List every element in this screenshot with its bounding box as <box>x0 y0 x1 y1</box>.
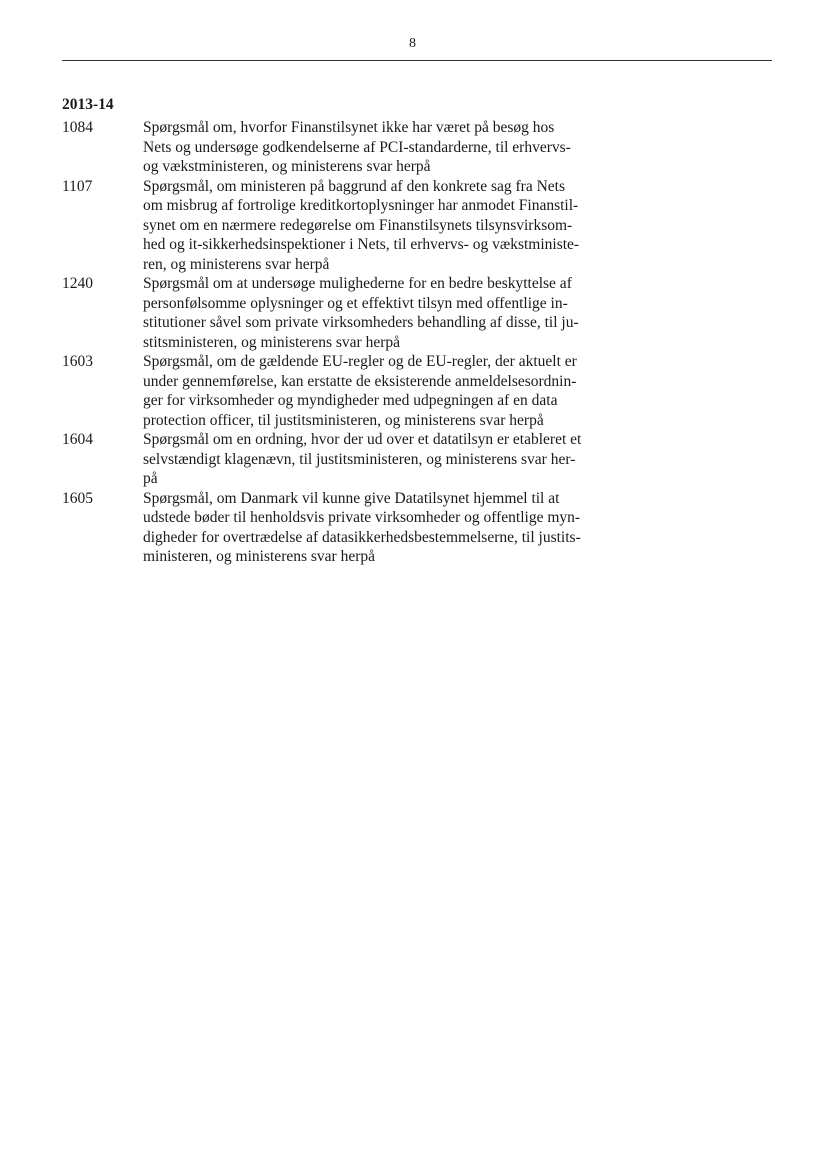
question-text-line: Spørgsmål, om Danmark vil kunne give Datatilsynet hjemmel til at <box>143 489 560 507</box>
question-entry <box>62 274 622 352</box>
question-number: 1240 <box>62 275 93 292</box>
question-text-line: Spørgsmål om en ordning, hvor der ud over et datatilsyn er etableret et <box>143 431 582 448</box>
question-text <box>143 430 622 489</box>
question-text-line: udstede bøder til henholdsvis private virksomheder og offentlige myn- <box>143 509 581 526</box>
question-text-line: ren, og ministerens svar herpå <box>143 255 330 273</box>
question-text-line: Spørgsmål om, hvorfor Finanstilsynet ikke har været på besøg hos <box>143 119 555 136</box>
question-text-line: stitutioner såvel som private virksomheders behandling af disse, til ju- <box>143 314 579 331</box>
question-entry <box>62 352 622 430</box>
question-text-line: Spørgsmål, om ministeren på baggrund af den konkrete sag fra Nets <box>143 177 565 195</box>
question-text-line: synet om en nærmere redegørelse om Finanstilsynets tilsynsvirksom- <box>143 216 573 234</box>
question-text-line: Spørgsmål, om de gældende EU-regler og de EU-regler, der aktuelt er <box>143 353 577 370</box>
question-text-line: hed og it-sikkerhedsinspektioner i Nets, til erhvervs- og vækstministe- <box>143 236 580 253</box>
question-text-line: og vækstministeren, og ministerens svar herpå <box>143 158 431 175</box>
question-number: 1603 <box>62 353 93 370</box>
question-entry <box>62 430 622 489</box>
question-text-line: selvstændigt klagenævn, til justitsministeren, og ministerens svar her- <box>143 450 576 468</box>
question-text-line: under gennemførelse, kan erstatte de eksisterende anmeldelsesordnin- <box>143 372 577 390</box>
question-text-line: stitsministeren, og ministerens svar herpå <box>143 333 400 351</box>
question-text-line: Nets og undersøge godkendelserne af PCI-standarderne, til erhvervs- <box>143 138 571 156</box>
question-text-line: Spørgsmål om at undersøge mulighederne for en bedre beskyttelse af <box>143 275 572 292</box>
header-rule <box>62 60 772 61</box>
question-text-line: ministeren, og ministerens svar herpå <box>143 548 376 565</box>
question-number: 1605 <box>62 489 93 507</box>
page-number: 8 <box>409 36 416 51</box>
question-entry <box>62 118 622 177</box>
question-text <box>143 352 622 430</box>
question-text-line: personfølsomme oplysninger og et effektivt tilsyn med offentlige in- <box>143 294 568 312</box>
question-text <box>143 274 622 352</box>
question-list <box>62 118 622 567</box>
question-text-line: ger for virksomheder og myndigheder med udpegningen af en data <box>143 392 558 409</box>
question-entry <box>62 489 622 567</box>
question-number: 1084 <box>62 119 93 136</box>
section-year-heading: 2013-14 <box>62 96 114 113</box>
question-number: 1604 <box>62 431 93 448</box>
question-text-line: om misbrug af fortrolige kreditkortoplysninger har anmodet Finanstil- <box>143 197 579 214</box>
question-text <box>143 177 622 275</box>
question-text <box>143 489 622 567</box>
question-entry <box>62 177 622 275</box>
question-text <box>143 118 622 177</box>
question-text-line: digheder for overtrædelse af datasikkerhedsbestemmelserne, til justits- <box>143 528 581 546</box>
question-text-line: protection officer, til justitsministeren, og ministerens svar herpå <box>143 411 544 429</box>
question-number: 1107 <box>62 177 93 195</box>
question-text-line: på <box>143 470 158 487</box>
